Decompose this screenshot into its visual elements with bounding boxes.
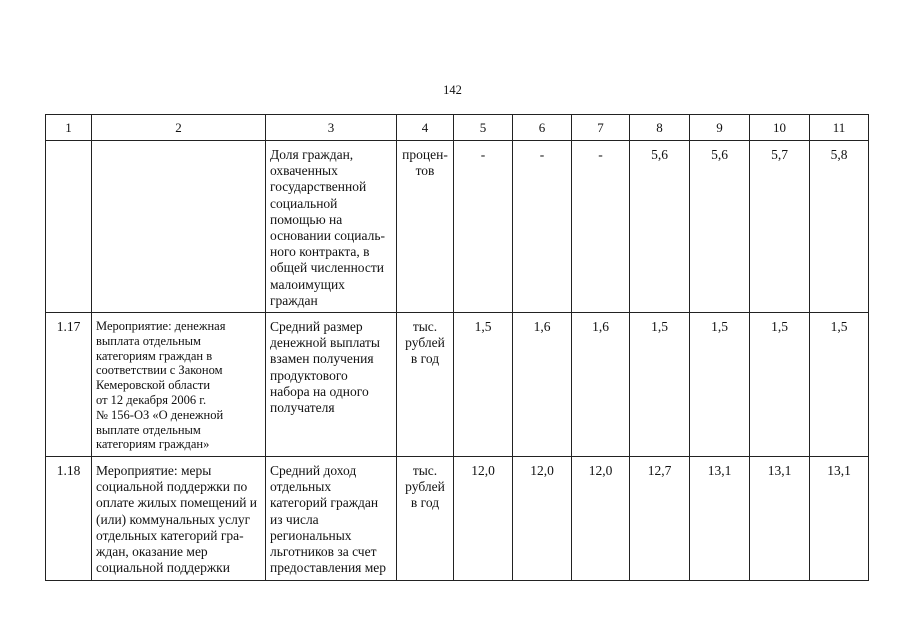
column-header-6: 6: [513, 115, 572, 141]
column-header-3: 3: [266, 115, 397, 141]
indicators-table: [45, 114, 869, 581]
value-cell: -: [454, 141, 513, 313]
value-cell: 5,6: [630, 141, 690, 313]
unit-cell: процен- тов: [397, 141, 454, 313]
value-cell: 1,6: [572, 313, 630, 457]
value-cell: 1,5: [810, 313, 869, 457]
column-header-4: 4: [397, 115, 454, 141]
value-cell: 5,8: [810, 141, 869, 313]
measure-cell: Мероприятие: денежная выплата отдельным категориям граждан в соответствии с Законом Кемеровской области от 12 декабря 2006 г. № 156-ОЗ «О денежной выплате отдельным категориям граждан»: [92, 313, 266, 457]
measure-cell: Мероприятие: меры социальной поддержки по оплате жилых помещений и (или) коммунальных услуг отдельных категорий гра- ждан, оказание мер социальной поддержки: [92, 457, 266, 581]
column-header-2: 2: [92, 115, 266, 141]
value-cell: 12,0: [513, 457, 572, 581]
indicator-cell: Доля граждан, охваченных государственной социальной помощью на основании социаль- ного контракта, в общей численности малоимущих граждан: [266, 141, 397, 313]
table-row: [46, 457, 869, 581]
value-cell: 13,1: [810, 457, 869, 581]
header-row: [46, 115, 869, 141]
column-header-1: 1: [46, 115, 92, 141]
value-cell: 1,5: [454, 313, 513, 457]
unit-cell: тыс. рублей в год: [397, 457, 454, 581]
unit-cell: тыс. рублей в год: [397, 313, 454, 457]
value-cell: 5,6: [690, 141, 750, 313]
column-header-10: 10: [750, 115, 810, 141]
table-row: [46, 141, 869, 313]
column-header-7: 7: [572, 115, 630, 141]
row-number: 1.17: [46, 313, 92, 457]
value-cell: 1,5: [630, 313, 690, 457]
value-cell: 12,7: [630, 457, 690, 581]
value-cell: 1,6: [513, 313, 572, 457]
value-cell: 12,0: [454, 457, 513, 581]
table-row: [46, 313, 869, 457]
measure-cell: [92, 141, 266, 313]
value-cell: -: [513, 141, 572, 313]
value-cell: 1,5: [750, 313, 810, 457]
value-cell: 1,5: [690, 313, 750, 457]
column-header-11: 11: [810, 115, 869, 141]
row-number: 1.18: [46, 457, 92, 581]
value-cell: 13,1: [750, 457, 810, 581]
column-header-8: 8: [630, 115, 690, 141]
value-cell: 5,7: [750, 141, 810, 313]
page-number: 142: [443, 83, 462, 97]
value-cell: 12,0: [572, 457, 630, 581]
value-cell: 13,1: [690, 457, 750, 581]
indicator-cell: Средний доход отдельных категорий граждан из числа региональных льготников за счет предоставления мер: [266, 457, 397, 581]
column-header-9: 9: [690, 115, 750, 141]
value-cell: -: [572, 141, 630, 313]
row-number: [46, 141, 92, 313]
indicator-cell: Средний размер денежной выплаты взамен получения продуктового набора на одного получателя: [266, 313, 397, 457]
column-header-5: 5: [454, 115, 513, 141]
